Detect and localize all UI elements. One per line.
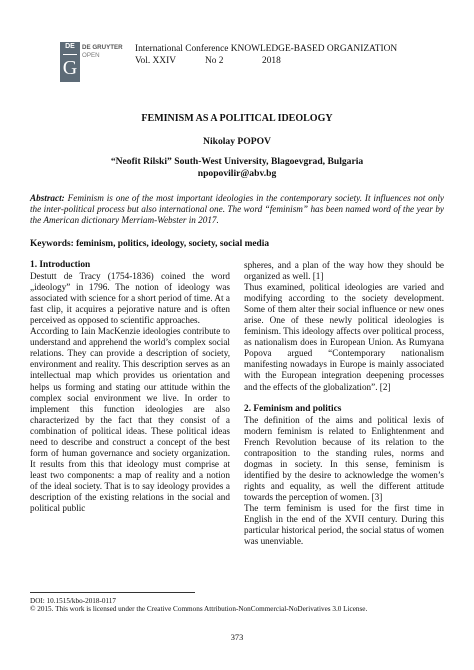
conference-volume: Vol. XXIV bbox=[135, 56, 176, 66]
paper-author: Nikolay POPOV bbox=[203, 136, 271, 147]
section-heading-introduction: 1. Introduction bbox=[30, 260, 91, 270]
doi-text[interactable]: DOI: 10.1515/kbo-2018-0117 bbox=[30, 597, 116, 605]
paragraph: The term feminism is used for the first time in English in the end of the XVII century. During this particular historical period, the social status of women was unenviable. bbox=[244, 502, 444, 547]
conference-year: 2018 bbox=[262, 56, 281, 66]
paragraph: The definition of the aims and political lexis of modern feminism is related to Enlightenment and French Revolution because of its relation to the contraposition to the standing rules, norms and dogmas in society. In this sense, feminism is identified by the desire to acknowledge the women’s rights and equality, as well the different attitude towards the perception of women. [3] bbox=[244, 414, 444, 502]
publisher-name bbox=[82, 44, 123, 60]
left-column bbox=[30, 260, 230, 514]
keywords-text: feminism, politics, ideology, society, social media bbox=[76, 239, 270, 249]
open-access-label: OPEN bbox=[82, 52, 100, 59]
publisher-logo bbox=[60, 42, 80, 82]
author-affiliation: “Neofit Rilski” South-West University, Blagoevgrad, Bulgaria bbox=[110, 156, 364, 167]
paragraph: According to Iain MacKenzie ideologies contribute to understand and apprehend the world’s complex social relations. They can provide a description of society, environment and reality. This description serves as an intellectual map which provides us orientation and helps us forming and stating our attitude within the complex social environment we live. In order to implement this function ideologies are also characterized by the fact that they consist of a combination of political ideas. These political ideas need to describe and construct a concept of the best form of human governance and society organization. It results from this that ideology must comprise at least two components: a map of reality and a notion of the ideal society. That is to say ideology provides a description of the existing relations in the social and political public bbox=[30, 326, 230, 514]
abstract-label: Abstract: bbox=[30, 193, 65, 203]
conference-issue: No 2 bbox=[205, 56, 224, 66]
footnote-divider bbox=[30, 592, 195, 593]
abstract bbox=[30, 193, 444, 227]
logo-g-letter: G bbox=[62, 57, 78, 79]
abstract-text: Feminism is one of the most important ideologies in the contemporary society. It influences not only the inter-political process but also international one. The word “feminism” has been named word of the year by the American dictionary Merriam-Webster in 2017. bbox=[30, 193, 445, 226]
keywords-label: Keywords: bbox=[30, 239, 74, 249]
license-text: © 2015. This work is licensed under the Creative Commons Attribution-NonCommercial-NoDerivatives 3.0 License. bbox=[30, 605, 368, 613]
publisher-label: DE GRUYTER bbox=[82, 44, 123, 51]
paragraph: spheres, and a plan of the way how they should be organized as well. [1] bbox=[244, 260, 444, 282]
logo-rule bbox=[63, 54, 77, 55]
right-column bbox=[244, 260, 444, 547]
page-number: 373 bbox=[230, 633, 244, 642]
paragraph: Destutt de Tracy (1754-1836) coined the word „ideology” in 1796. The notion of ideology was associated with science for a short period of time. At a fast clip, it acquires a pejorative nature and is often perceived as opposed to scientific approaches. bbox=[30, 271, 230, 326]
author-email[interactable]: npopovilir@abv.bg bbox=[197, 168, 277, 179]
paper-title: FEMINISM AS A POLITICAL IDEOLOGY bbox=[141, 113, 333, 124]
section-heading-feminism-and-politics: 2. Feminism and politics bbox=[244, 403, 342, 414]
paragraph: Thus examined, political ideologies are varied and modifying according to the society development. Some of them alter their social influence or new ones arise. One of these newly political ideologies is feminism. This ideology affects over political process, as nationalism does in European Union. As Rumyana Popova argued “Contemporary nationalism manifesting nowadays in Europe is mainly associated with the European integration deepening processes and the effects of the globalization”. [2] bbox=[244, 282, 444, 392]
conference-title: International Conference KNOWLEDGE-BASED ORGANIZATION bbox=[135, 44, 398, 54]
logo-de-text: DE bbox=[65, 43, 75, 50]
keywords bbox=[30, 239, 444, 249]
